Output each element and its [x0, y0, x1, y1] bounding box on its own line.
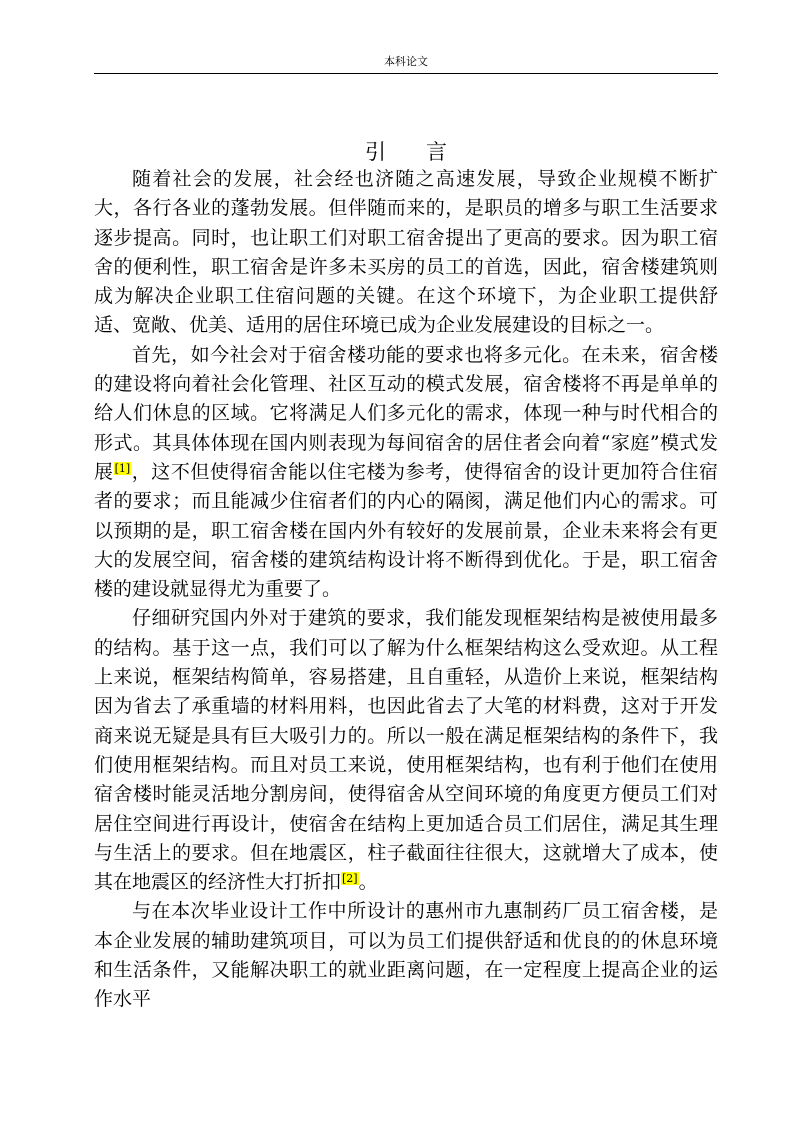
body-text — [94, 165, 718, 1015]
running-header: 本科论文 — [384, 55, 428, 68]
paragraph-3 — [94, 604, 718, 897]
paragraph-4 — [94, 897, 718, 1014]
paragraph-text: 首先，如今社会对于宿舍楼功能的要求也将多元化。在未来，宿舍楼的建设将向着社会化管理、社区互动的模式发展，宿舍楼将不再是单单的给人们休息的区域。它将满足人们多元化的需求，体现一种与时代相合的形式。其具体体现在国内则表现为每间宿舍的居住者会向着“家庭”模式发展 — [94, 343, 718, 483]
paragraph-text: 。 — [358, 871, 378, 894]
paragraph-text: 仔细研究国内外对于建筑的要求，我们能发现框架结构是被使用最多的结构。基于这一点，我们可以了解为什么框架结构这么受欢迎。从工程上来说，框架结构简单，容易搭建，且自重轻，从造价上来说，框架结构因为省去了承重墙的材料用料，也因此省去了大笔的材料费，这对于开发商来说无疑是具有巨大吸引力的。所以一般在满足框架结构的条件下，我们使用框架结构。而且对员工来说，使用框架结构，也有利于他们在使用宿舍楼时能灵活地分割房间，使得宿舍从空间环境的角度更方便员工们对居住空间进行再设计，使宿舍在结构上更加适合员工们居住，满足其生理与生活上的要求。但在地震区，柱子截面往往很大，这就增大了成本，使其在地震区的经济性大打折扣 — [94, 607, 718, 894]
header-rule — [94, 73, 718, 74]
citation-ref-2[interactable]: [2] — [342, 872, 358, 886]
paragraph-2 — [94, 341, 718, 605]
paragraph-text: ，这不但使得宿舍能以住宅楼为参考，使得宿舍的设计更加符合住宿者的要求；而且能减少住宿者们的内心的隔阂，满足他们内心的需求。可以预期的是，职工宿舍楼在国内外有较好的发展前景，企业未来将会有更大的发展空间，宿舍楼的建筑结构设计将不断得到优化。于是，职工宿舍楼的建设就显得尤为重要了。 — [94, 460, 718, 601]
paragraph-1 — [94, 165, 718, 341]
section-title: 引言 — [365, 140, 487, 164]
paragraph-text: 与在本次毕业设计工作中所设计的惠州市九惠制药厂员工宿舍楼，是本企业发展的辅助建筑项目，可以为员工们提供舒适和优良的的休息环境和生活条件，又能解决职工的就业距离问题，在一定程度上提高企业的运作水平 — [94, 900, 718, 1011]
citation-ref-1[interactable]: [1] — [114, 461, 131, 475]
paragraph-text: 随着社会的发展，社会经也济随之高速发展，导致企业规模不断扩大，各行各业的蓬勃发展。但伴随而来的，是职员的增多与职工生活要求逐步提高。同时，也让职工们对职工宿舍提出了更高的要求。因为职工宿舍的便利性，职工宿舍是许多未买房的员工的首选，因此，宿舍楼建筑则成为解决企业职工住宿问题的关键。在这个环境下，为企业职工提供舒适、宽敞、优美、适用的居住环境已成为企业发展建设的目标之一。 — [94, 168, 718, 337]
